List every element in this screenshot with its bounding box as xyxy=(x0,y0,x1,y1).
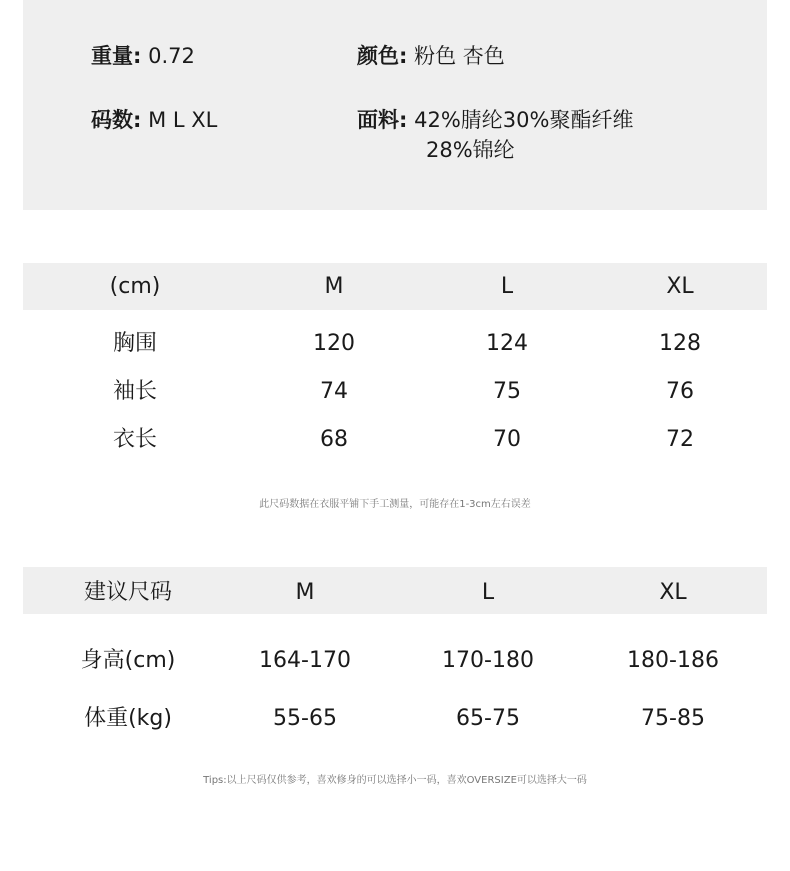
sizes-label: 码数: xyxy=(91,108,142,132)
color-label: 颜色: xyxy=(357,44,408,68)
measure-value: 124 xyxy=(486,331,528,356)
sizes-value: M L XL xyxy=(148,108,218,132)
measure-header-l: L xyxy=(500,274,514,299)
measure-value: 120 xyxy=(313,331,355,356)
recommend-tips-note: Tips:以上尺码仅供参考，喜欢修身的可以选择小一码，喜欢OVERSIZE可以选择大一码 xyxy=(203,775,587,786)
product-info-box xyxy=(23,0,767,210)
measure-header-unit: (cm) xyxy=(109,274,161,299)
recommend-value: 55-65 xyxy=(273,706,337,731)
sizes-info xyxy=(91,105,217,135)
measure-value: 128 xyxy=(659,331,701,356)
recommend-value: 75-85 xyxy=(641,706,705,731)
measure-note: 此尺码数据在衣服平铺下手工测量，可能存在1-3cm左右误差 xyxy=(259,499,531,510)
weight-label: 重量: xyxy=(91,44,142,68)
weight-info xyxy=(91,41,195,71)
measure-header-xl: XL xyxy=(666,274,694,299)
measure-value: 75 xyxy=(493,379,521,404)
recommend-header-title: 建议尺码 xyxy=(83,580,172,605)
measure-row-label: 胸围 xyxy=(112,331,157,356)
measure-value: 74 xyxy=(320,379,348,404)
material-line-2: 28%锦纶 xyxy=(426,138,515,162)
measure-header-m: M xyxy=(324,274,344,299)
measure-value: 72 xyxy=(666,427,694,452)
measure-value: 68 xyxy=(320,427,348,452)
measure-value: 70 xyxy=(493,427,521,452)
recommend-header-m: M xyxy=(295,580,315,605)
color-info xyxy=(357,41,505,71)
recommend-row-label: 身高(cm) xyxy=(80,648,176,673)
recommend-header-l: L xyxy=(481,580,495,605)
color-value: 粉色 杏色 xyxy=(414,44,505,68)
measure-value: 76 xyxy=(666,379,694,404)
recommend-value: 180-186 xyxy=(627,648,719,673)
recommend-value: 164-170 xyxy=(259,648,351,673)
material-info xyxy=(357,105,634,162)
weight-value: 0.72 xyxy=(148,44,195,68)
material-label: 面料: xyxy=(357,108,408,132)
measure-row-label: 衣长 xyxy=(112,427,157,452)
recommend-row-label: 体重(kg) xyxy=(84,706,172,731)
recommend-value: 170-180 xyxy=(442,648,534,673)
recommend-header-xl: XL xyxy=(659,580,687,605)
material-line-1: 42%腈纶30%聚酯纤维 xyxy=(414,108,634,132)
recommend-value: 65-75 xyxy=(456,706,520,731)
measure-row-label: 袖长 xyxy=(112,379,157,404)
